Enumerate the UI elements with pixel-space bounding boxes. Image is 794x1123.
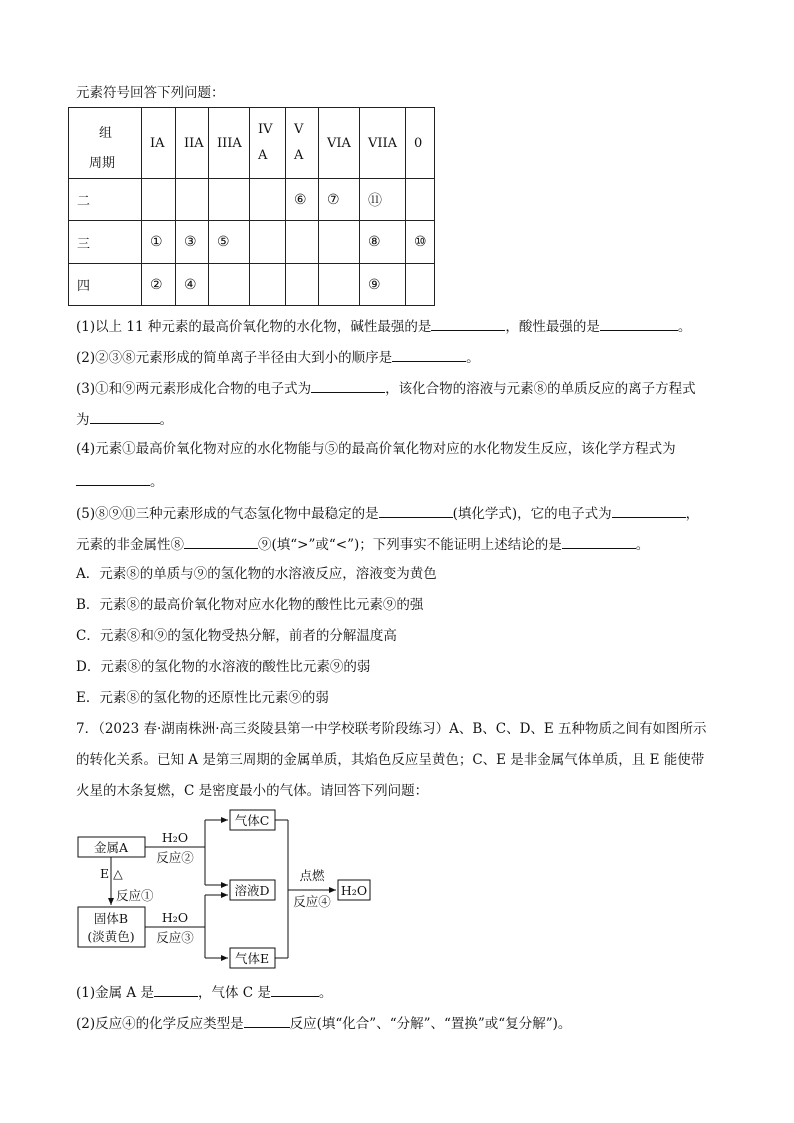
element-cell [142,179,176,221]
water-label-3: H₂O [161,910,189,925]
e-heat-label: E △ [100,866,123,881]
option-b: B．元素⑧的最高价氧化物对应水化物的酸性比元素⑨的强 [76,597,424,613]
element-cell [286,264,319,306]
reaction-2-label: 反应② [156,850,194,865]
answer-blank[interactable] [612,503,686,518]
solution-d-label: 溶液D [234,883,270,898]
element-cell: ③ [176,221,209,264]
group-header: IV A [250,108,286,179]
element-cell: ⑤ [209,221,250,264]
period-cell: 二 [69,179,142,221]
reaction-3-label: 反应③ [156,930,194,945]
element-cell: ⑧ [360,221,406,264]
option-e: E．元素⑧的氢化物的还原性比元素⑨的弱 [76,690,329,706]
question-7-line3: 火星的木条复燃，C 是密度最小的气体。请回答下列问题： [76,783,429,799]
element-cell [209,179,250,221]
element-cell [209,264,250,306]
gas-e-label: 气体E [234,951,270,966]
answer-blank[interactable] [311,378,385,393]
periodic-table [68,107,435,306]
element-cell: ⑨ [360,264,406,306]
element-cell: ⑪ [360,179,406,221]
option-a: A．元素⑧的单质与⑨的氢化物的水溶液反应，溶液变为黄色 [76,566,437,582]
intro-text: 元素符号回答下列问题： [76,85,225,101]
water-label-1: H₂O [161,830,189,845]
answer-blank[interactable] [392,347,466,362]
table-header-row [69,108,435,179]
element-cell [176,179,209,221]
group-header: VIIA [360,108,406,179]
group-header: VIA [319,108,360,179]
element-cell [286,221,319,264]
element-cell [319,221,360,264]
element-cell: ② [142,264,176,306]
answer-blank[interactable] [379,503,453,518]
element-cell: ⑩ [406,221,435,264]
corner-period-label: 周期 [89,156,116,171]
sub-question-1: (1)金属 A 是 ，气体 C 是 。 [76,982,332,1002]
table-row [69,264,435,306]
table-row [69,221,435,264]
answer-blank[interactable] [90,409,160,424]
group-header: 0 [406,108,435,179]
question-5: (5)⑧⑨⑪三种元素形成的气态氢化物中最稳定的是 (填化学式)，它的电子式为 ， [76,503,699,523]
answer-blank[interactable] [244,1013,290,1028]
question-3: (3)①和⑨两元素形成化合物的电子式为 ，该化合物的溶液与元素⑧的单质反应的离子方程式 [76,378,696,398]
table-row [69,179,435,221]
question-2: (2)②③⑧元素形成的简单离子半径由大到小的顺序是 。 [76,347,480,367]
answer-blank[interactable] [76,471,150,486]
group-header: IA [142,108,176,179]
question-7-line2: 的转化关系。已知 A 是第三周期的金属单质，其焰色反应呈黄色；C、E 是非金属气体单质，且 E 能使带 [76,752,705,768]
group-header: IIA [176,108,209,179]
corner-group-label: 组 [99,126,113,141]
question-3-cont: 为 。 [76,409,173,429]
answer-blank[interactable] [184,534,258,549]
element-cell: ④ [176,264,209,306]
element-cell [250,264,286,306]
answer-blank[interactable] [600,316,678,331]
option-d: D．元素⑧的氢化物的水溶液的酸性比元素⑨的弱 [76,659,371,675]
reaction-4-label: 反应④ [293,894,331,909]
answer-blank[interactable] [431,316,505,331]
reaction-1-label: 反应① [116,888,154,903]
element-cell: ① [142,221,176,264]
element-cell [250,179,286,221]
water-product-label: H₂O [340,883,368,898]
element-cell: ⑥ [286,179,319,221]
question-1: (1)以上 11 种元素的最高价氧化物的水化物，碱性最强的是 ，酸性最强的是 。 [76,316,691,336]
question-4: (4)元素①最高价氧化物对应的水化物能与⑤的最高价氧化物对应的水化物发生反应，该化学方程式为 [76,441,676,457]
group-header: V A [286,108,319,179]
answer-blank[interactable] [154,982,198,997]
element-cell [319,264,360,306]
element-cell [406,179,435,221]
answer-blank[interactable] [562,534,636,549]
reaction-diagram [70,800,390,975]
solid-b-label: 固体B [93,911,129,926]
period-cell: 三 [69,221,142,264]
question-7-line1: 7．（2023 春·湖南株洲·高三炎陵县第一中学校联考阶段练习）A、B、C、D、E 五种物质之间有如图所示 [76,721,707,737]
period-cell: 四 [69,264,142,306]
solid-b-color: (淡黄色) [87,929,135,944]
answer-blank[interactable] [271,982,319,997]
sub-question-2: (2)反应④的化学反应类型是 反应(填“化合”、“分解”、“置换”或“复分解”)。 [76,1013,571,1033]
ignite-label: 点燃 [299,868,325,883]
option-c: C．元素⑧和⑨的氢化物受热分解，前者的分解温度高 [76,628,397,644]
metal-a-label: 金属A [93,840,129,855]
gas-c-label: 气体C [234,813,270,828]
element-cell: ⑦ [319,179,360,221]
group-header: IIIA [209,108,250,179]
question-5-cont: 元素的非金属性⑧ ⑨(填“>”或“<”)；下列事实不能证明上述结论的是 。 [76,534,649,554]
table-corner-cell [69,108,142,179]
element-cell [250,221,286,264]
element-cell [406,264,435,306]
question-4-cont: 。 [76,471,164,491]
